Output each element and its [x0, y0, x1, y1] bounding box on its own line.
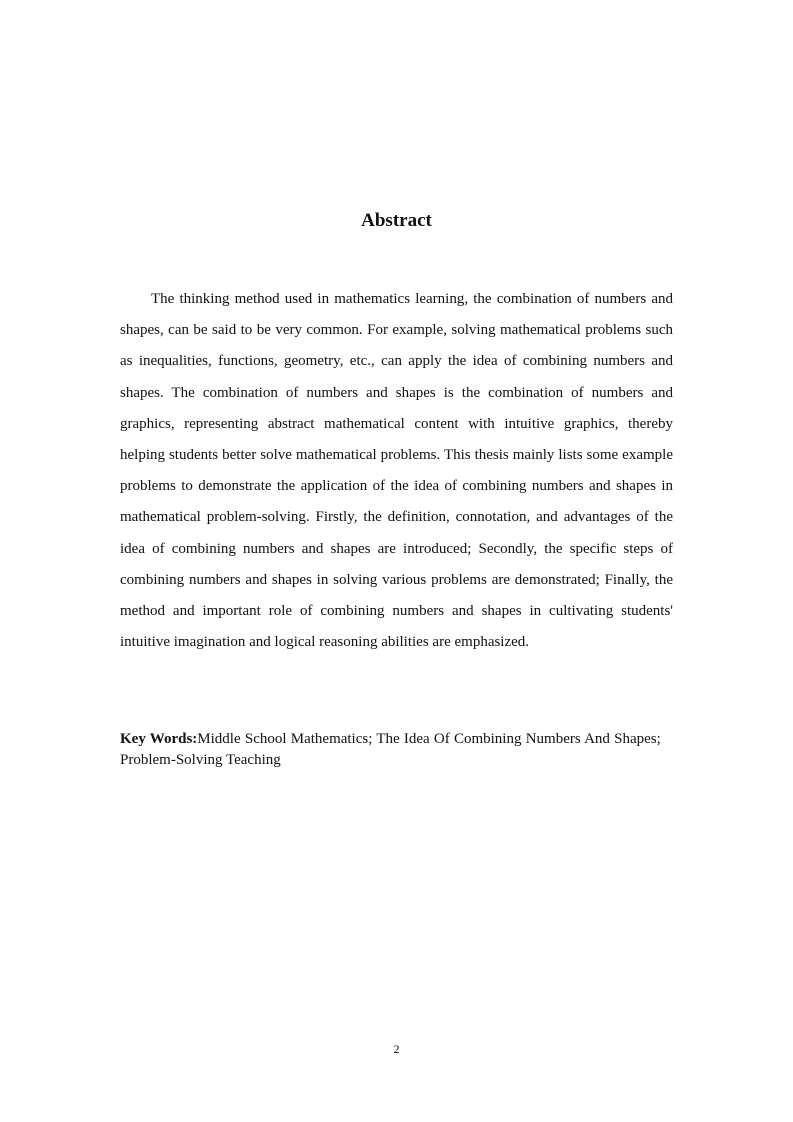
abstract-paragraph: The thinking method used in mathematics learning, the combination of numbers and shapes, can be said to be very common. For example, solving mathematical problems such as inequalities, functions, geometry, etc., can apply the idea of combining numbers and shapes. The combination of numbers and shapes is the combination of numbers and graphics, representing abstract mathematical content with intuitive graphics, thereby helping students better solve mathematical problems. This thesis mainly lists some example problems to demonstrate the application of the idea of combining numbers and shapes in mathematical problem-solving. Firstly, the definition, connotation, and advantages of the idea of combining numbers and shapes are introduced; Secondly, the specific steps of combining numbers and shapes in solving various problems are demonstrated; Finally, the method and important role of combining numbers and shapes in cultivating students' intuitive imagination and logical reasoning abilities are emphasized.: [120, 291, 673, 651]
keywords-label: Key Words:: [120, 731, 198, 747]
page-number: 2: [393, 1042, 400, 1056]
abstract-heading: Abstract: [361, 210, 432, 231]
keywords-text: Middle School Mathematics; The Idea Of Combining Numbers And Shapes; Problem-Solving Teaching: [120, 731, 674, 768]
keywords-line: [120, 729, 673, 771]
